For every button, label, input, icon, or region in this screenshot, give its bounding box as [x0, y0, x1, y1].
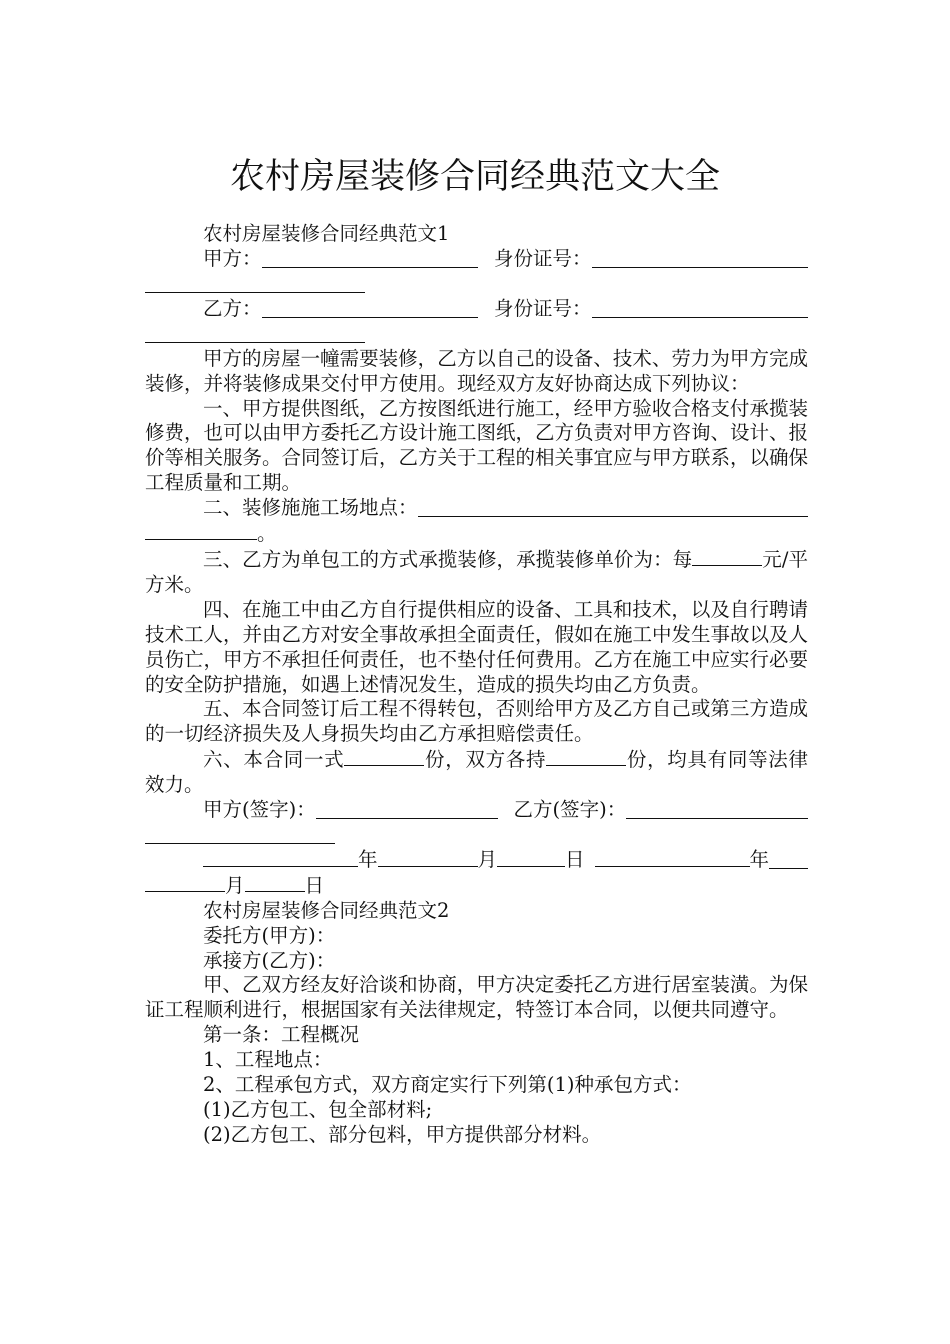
party-a-name-blank — [262, 247, 478, 268]
option-1: (1)乙方包工、包全部材料; — [203, 1098, 433, 1121]
party-a-id-blank-cont — [145, 272, 365, 293]
date-row — [145, 848, 808, 873]
sign-b-label: 乙方(签字)： — [513, 798, 627, 822]
document-body — [145, 222, 808, 1148]
sign-b-blank-cont — [145, 823, 335, 844]
party-b-name-blank — [262, 297, 478, 318]
item-1: 1、工程地点： — [203, 1048, 333, 1072]
day-a-label: 日 — [565, 847, 585, 871]
sign-a-blank — [316, 798, 498, 819]
clause-3-unit: 元/平方米。 — [145, 547, 808, 596]
clause-2-end: 。 — [257, 522, 277, 546]
clause-6-text-c: 份，均具有同等法律效力。 — [145, 748, 808, 797]
site-address-blank-cont — [145, 521, 257, 540]
clause-3-text: 三、乙方为单包工的方式承揽装修，承揽装修单价为：每 — [203, 547, 693, 571]
section-1-heading: 农村房屋装修合同经典范文1 — [203, 222, 450, 245]
party-b-row — [145, 297, 808, 322]
party-b-label: 乙方： — [203, 296, 262, 320]
month-b-label: 月 — [225, 873, 245, 897]
copies-each-blank — [546, 747, 626, 766]
day-b-blank — [245, 873, 305, 892]
party-b-id-label: 身份证号： — [494, 296, 592, 320]
clause-6-text-b: 份，双方各持 — [424, 748, 547, 772]
sign-b-blank — [626, 798, 808, 819]
year-b-blank — [595, 848, 750, 867]
month-a-label: 月 — [477, 847, 498, 871]
party-b-id-blank-cont — [145, 322, 365, 343]
clause-4: 四、在施工中由乙方自行提供相应的设备、工具和技术，以及自行聘请技术工人，并由乙方对安全事故承担全面责任，假如在施工中发生事故以及人员伤亡，甲方不承担任何责任，也不垫付任何费用。乙方在施工中应实行必要的安全防护措施，如遇上述情况发生，造成的损失均由乙方负责。 — [145, 597, 809, 696]
site-address-blank — [418, 496, 808, 517]
year-a-label: 年 — [358, 847, 378, 871]
clause-5: 五、本合同签订后工程不得转包，否则给甲方及乙方自己或第三方造成的一切经济损失及人身损失均由乙方承担赔偿责任。 — [145, 697, 808, 746]
sign-a-label: 甲方(签字)： — [203, 798, 316, 822]
unit-price-blank-cont — [732, 547, 762, 566]
clause-2-text: 二、装修施施工场地点： — [203, 496, 418, 520]
month-b-blank-cont — [145, 873, 225, 892]
party-b-id-blank — [592, 297, 808, 318]
party-a-id-blank — [592, 247, 808, 268]
clause-3 — [145, 547, 808, 598]
party-a-row — [145, 247, 808, 272]
section-2-intro: 甲、乙双方经友好洽谈和协商，甲方决定委托乙方进行居室装潢。为保证工程顺利进行，根据国家有关法律规定，特签订本合同，以便共同遵守。 — [145, 973, 808, 1022]
section-2-heading: 农村房屋装修合同经典范文2 — [203, 898, 450, 922]
clause-1: 一、甲方提供图纸，乙方按图纸进行施工，经甲方验收合格支付承揽装修费，也可以由甲方委托乙方设计施工图纸，乙方负责对甲方咨询、设计、报价等相关服务。合同签订后，乙方关于工程的相关事宜应与甲方联系，以确保工程质量和工期。 — [145, 396, 809, 495]
day-b-label: 日 — [304, 873, 325, 897]
year-a-blank — [203, 848, 358, 867]
signature-row — [145, 798, 808, 823]
party-a-label: 甲方： — [203, 246, 262, 270]
party-a-id-label: 身份证号： — [494, 246, 592, 270]
month-a-blank — [378, 848, 478, 867]
copies-blank — [344, 747, 424, 766]
day-a-blank — [497, 848, 565, 867]
article-1-heading: 第一条：工程概况 — [203, 1023, 360, 1047]
clause-2-continuation — [145, 521, 808, 547]
month-b-blank — [769, 848, 808, 869]
clause-6-text-a: 六、本合同一式 — [203, 748, 345, 772]
clause-2-row — [145, 496, 808, 521]
item-2: 2、工程承包方式，双方商定实行下列第(1)种承包方式： — [203, 1073, 692, 1097]
date-row-continuation — [145, 873, 808, 899]
contractor-line: 承接方(乙方)： — [203, 948, 336, 972]
client-line: 委托方(甲方)： — [203, 923, 336, 947]
clause-6 — [145, 747, 808, 798]
option-2: (2)乙方包工、部分包料，甲方提供部分材料。 — [203, 1122, 602, 1146]
unit-price-blank — [692, 547, 732, 566]
document-title: 农村房屋装修合同经典范文大全 — [229, 157, 720, 198]
year-b-label: 年 — [749, 847, 770, 871]
intro-paragraph: 甲方的房屋一幢需要装修，乙方以自己的设备、技术、劳力为甲方完成装修，并将装修成果交付甲方使用。现经双方友好协商达成下列协议： — [145, 346, 808, 395]
